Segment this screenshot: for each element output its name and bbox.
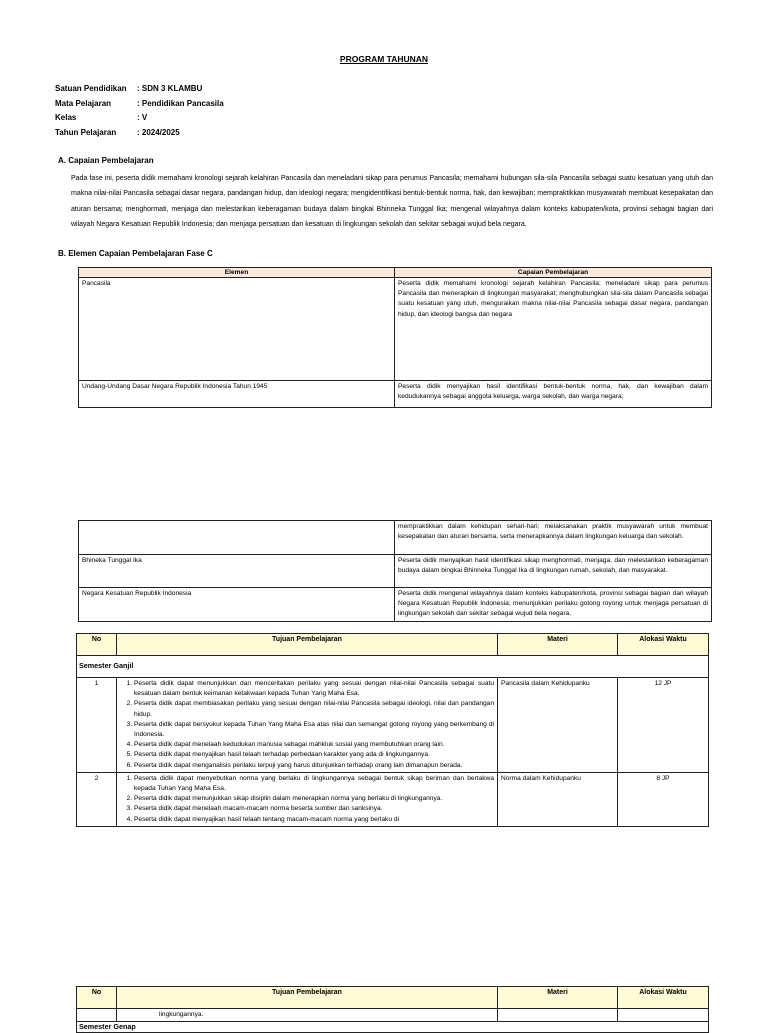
row-number: 1 [77,678,117,773]
identity-row [55,111,224,126]
table-row [77,772,709,826]
no-header: No [77,634,117,656]
elemen-cell: Pancasila [79,278,395,381]
list-item: 1. Peserta didik dapat menyebutkan norma yang berlaku di lingkungannya sebagai bentuk sikap beriman dan bertakwa kepada Tuhan Yang Maha Esa. [134,774,494,794]
identity-value: : SDN 3 KLAMBU [137,84,203,93]
identity-row [55,126,224,141]
tujuan-list [120,679,494,771]
capaian-cell: Peserta didik mengenal wilayahnya dalam konteks kabupaten/kota, provinsi sebagai bagian dari wilayah Negara Kesatuan Republik Indonesia; menunjukkan perilaku gotong royong untuk menjaga persatuan di lingkungan sekolah dan sekitar sebagai wujud bela negara. [395,588,712,622]
elemen-cell: Negara Kesatuan Republik Indonesia [79,588,395,622]
capaian-cell: Peserta didik menyajikan hasil identifikasi sikap menghormati, menjaga, dan melestarikan keberagaman budaya dalam bingkai Bhinneka Tunggal Ika di lingkungan rumah, sekolah, dan masyarakat. [395,555,712,588]
alokasi-header: Alokasi Waktu [618,634,709,656]
table-row [79,588,712,622]
program-table-continued [76,986,709,1033]
identity-row [55,97,224,112]
list-item: 2. Peserta didik dapat membiasakan perilaku yang sesuai dengan nilai-nilai Pancasila sebagai ideologi, nilai dan pandangan hidup. [134,699,494,719]
capaian-cell: mempraktikkan dalam kehidupan sehari-hari; melaksanakan praktik musyawarah untuk membuat kesepakatan dan aturan bersama, serta menerapkannya dalam lingkungan keluarga dan sekolah. [395,521,712,555]
elemen-cell [79,521,395,555]
program-table [76,633,709,827]
elemen-table-continued [78,520,712,622]
table-row [77,1009,709,1022]
materi-header: Materi [498,987,618,1009]
materi-cell: Norma dalam Kehidupanku [498,772,618,826]
identity-label: Kelas [55,113,77,122]
elemen-header: Elemen [79,268,395,278]
section-b-heading: B. Elemen Capaian Pembelajaran Fase C [58,249,213,258]
list-item: 5. Peserta didik dapat menyajikan hasil telaah terhadap perbedaan karakter yang ada di lingkungannya. [134,750,494,760]
list-item: 1. Peserta didik dapat menunjukkan dan menceritakan perilaku yang sesuai dengan nilai-nilai Pancasila sebagai suatu kesatuan dalam bentuk keimanan ketakwaan kepada Tuhan Yang Maha Esa. [134,679,494,699]
capaian-paragraph: Pada fase ini, peserta didik memahami kronologi sejarah kelahiran Pancasila dan meneladani sikap para perumus Pancasila; memahami hubungan sila-sila Pancasila sebagai suatu kesatuan yang utuh dan makna nilai-nilai Pancasila sebagai dasar negara, pandangan hidup, dan ideologi negara; mengidentifikasi bentuk-bentuk norma, hak, dan kewajiban; mempraktikkan musyawarah membuat kesepakatan dan aturan bersama; menghormati, menjaga dan melestarikan keberagaman budaya dalam bingkai Bhinneka Tunggal Ika; mengenal wilayahnya dalam konteks kabupaten/kota, provinsi sebagai bagian dari wilayah Negara Kesatuan Republik Indonesia; dan menjaga persatuan dan kesatuan di lingkungan sekolah dan sekitar sebagai wujud bela negara. [71,175,713,229]
alokasi-header: Alokasi Waktu [618,987,709,1009]
tujuan-cell [117,678,498,773]
table-row [77,678,709,773]
continued-text: lingkungannya. [117,1009,498,1022]
materi-cell: Pancasila dalam Kehidupanku [498,678,618,773]
alokasi-cell: 8 JP [618,772,709,826]
capaian-header: Capaian Pembelajaran [395,268,712,278]
materi-header: Materi [498,634,618,656]
list-item: 4. Peserta didik dapat menyajikan hasil telaah tentang macam-macam norma yang berlaku di [134,815,494,825]
capaian-cell: Peserta didik menyajikan hasil identifikasi bentuk-bentuk norma, hak, dan kewajiban dalam kedudukannya sebagai anggota keluarga, warga sekolah, dan warga negara; [395,381,712,408]
list-item: 2. Peserta didik dapat menunjukkan sikap disiplin dalam menerapkan norma yang berlaku di lingkungannya. [134,794,494,804]
identity-label: Satuan Pendidikan [55,84,127,93]
elemen-cell: Bhineka Tunggal Ika [79,555,395,588]
alokasi-cell: 12 JP [618,678,709,773]
capaian-cell: Peserta didik memahami kronologi sejarah kelahiran Pancasila; meneladani sikap para perumus Pancasila dan menerapkan di lingkungan masyarakat; menghubungkan sila-sila dalam Pancasila sebagai suatu kesatuan yang utuh, menguraikan makna nilai-nilai Pancasila sebagai dasar negara, pandangan hidup, dan ideologi bangsa dan negara [395,278,712,381]
table-row [79,555,712,588]
list-item: 3. Peserta didik dapat menelaah macam-macam norma beserta sumber dan sanksinya. [134,804,494,814]
tujuan-header: Tujuan Pembelajaran [117,634,498,656]
table-row [79,278,712,381]
row-number: 2 [77,772,117,826]
identity-value: : V [137,113,148,122]
list-item: 4. Peserta didik dapat menelaah kedudukan manusia sebagai mahkluk sosial yang membutuhkan orang lain. [134,740,494,750]
section-a-heading: A. Capaian Pembelajaran [58,156,154,165]
semester-label: Semester Genap [77,1022,709,1033]
list-item: 6. Peserta didik dapat menganalisis perilaku terpuji yang harus ditunjukkan terhadap orang lain dimanapun berada. [134,761,494,771]
identity-value: : 2024/2025 [137,127,180,137]
identity-label: Mata Pelajaran [55,98,112,108]
list-item: 3. Peserta didik dapat bersyukur kepada Tuhan Yang Maha Esa atas nilai dan semangat gotong royong yang berkembang di Indonesia. [134,720,494,740]
identity-value: : Pendidikan Pancasila [137,98,224,108]
tujuan-list [120,774,494,825]
identity-block [55,82,224,140]
semester-label: Semester Ganjil [77,656,709,678]
elemen-cell: Undang-Undang Dasar Negara Republik Indonesia Tahun 1945 [79,381,395,408]
identity-label: Tahun Pelajaran [55,127,117,137]
identity-row [55,82,224,97]
no-header: No [77,987,117,1009]
elemen-table [78,267,712,408]
table-row [79,521,712,555]
tujuan-cell [117,772,498,826]
tujuan-header: Tujuan Pembelajaran [117,987,498,1009]
table-row [79,381,712,408]
document-title: PROGRAM TAHUNAN [339,54,429,64]
